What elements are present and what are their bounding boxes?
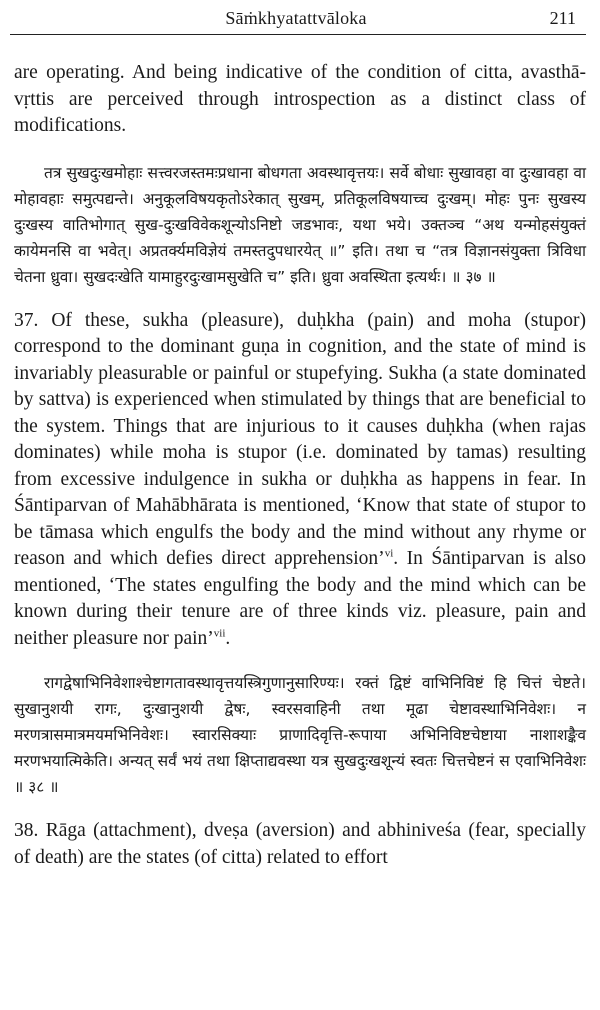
- sanskrit-commentary-38: रागद्वेषाभिनिवेशाश्चेष्टागतावस्थावृत्तयस्त्रिगुणानुसारिण्यः। रक्तं द्विष्टं वाभिनिविष्टं हि चित्तं चेष्टते। सुखानुशयी रागः, दुःखानुशयी द्वेषः, स्वरसवाहिनी तथा मूढा चेष्टावस्थाभिनिवेशः। न मरणत्रासमात्रमयमभिनिवेशः। स्वारसिक्याः प्राणादिवृत्ति-रूपाया अभिनिविष्टचेष्टाया नाशाशङ्कैव मरणभयात्मिकेति। अन्यत् सर्वं भयं तथा क्षिप्ताद्यवस्था यत्र सुखदुःखशून्यं स्वतः चित्तचेष्टनं स एवाभिनिवेशः ॥ ३८ ॥: [14, 674, 586, 796]
- page-body: [14, 60, 586, 889]
- english-paragraph-37: [14, 308, 586, 653]
- english-paragraph-38: 38. Rāga (attachment), dveṣa (aversion) and abhiniveśa (fear, specially of death) are the states (of citta) related to effort: [14, 820, 586, 868]
- header-rule: [10, 34, 586, 35]
- paragraph-37-text-c: .: [225, 627, 231, 649]
- paragraph-37-text-a: 37. Of these, sukha (pleasure), duḥkha (pain) and moha (stupor) correspond to the dominant guṇa in cognition, and the state of mind is invariably pleasurable or painful or stupefying. Sukha (a state dominated by sattva) is experienced when stimulated by things that are beneficial to the system. Things that are injurious to it causes duḥkha (when rajas dominates) while moha is stupor (i.e. dominated by tamas) resulting from excessive indulgence in sukha or duḥkha as happens in fear. In Śāntiparvan of Mahābhārata is mentioned, ‘Know that state of stupor to be tāmasa which engulfs the body and the mind without any rhyme or reason and which defies direct apprehension’: [14, 309, 586, 569]
- running-header: [10, 2, 582, 36]
- english-paragraph-continuation: are operating. And being indicative of the condition of citta, avasthā-vṛttis are perceived through introspection as a distinct class of modifications.: [14, 62, 586, 136]
- paragraph-37-text-b: . In Śāntiparvan is also mentioned, ‘The states engulfing the body and the mind which can be known during their tenure are of three kinds viz. pleasure, pain and neither pleasure nor pain’: [14, 548, 586, 649]
- page-number: 211: [549, 8, 576, 28]
- footnote-ref-vii[interactable]: vii: [213, 627, 226, 639]
- sanskrit-commentary-37: तत्र सुखदुःखमोहाः सत्त्वरजस्तमःप्रधाना बोधगता अवस्थावृत्तयः। सर्वे बोधाः सुखावहा वा दुःखावहा वा मोहावहाः समुत्पद्यन्ते। अनुकूलविषयकृतोऽरेकात् सुखम्, प्रतिकूलविषयाच्च दुःखम्। मोहः पुनः सुखस्य दुःखस्य वातिभोगात् सुख-दुःखविवेकशून्योऽनिष्टो जडभावः, यथा भये। उक्तञ्च “अथ यन्मोहसंयुक्तं कायेमनसि वा भवेत्। अप्रतर्क्यमविज्ञेयं तमस्तदुपधारयेत् ॥” इति। तथा च “तत्र विज्ञानसंयुक्ता त्रिविधा चेतना ध्रुवा। सुखदःखेति यामाहुरदुःखामसुखेति च” इति। ध्रुवा अवस्थिता इत्यर्थः। ॥ ३७ ॥: [14, 163, 586, 286]
- footnote-ref-vi[interactable]: vi: [384, 547, 394, 560]
- running-title: Sāṁkhyatattvāloka: [225, 8, 367, 28]
